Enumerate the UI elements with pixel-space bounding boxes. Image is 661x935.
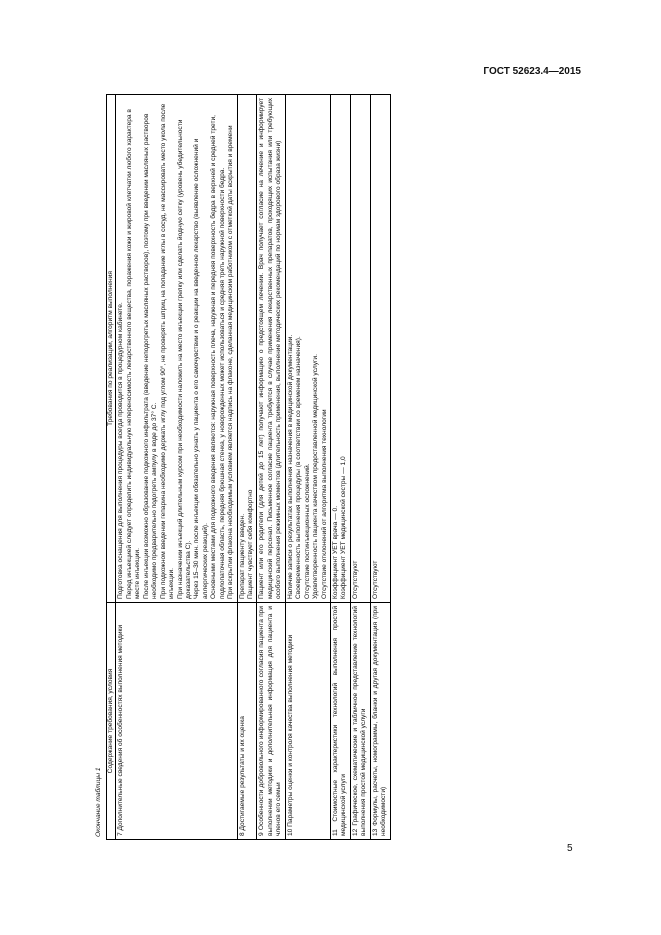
condition-cell: 10 Параметры оценки и контроля качества выполнения методики bbox=[285, 603, 330, 840]
table-row bbox=[285, 95, 330, 840]
requirement-line: Своевременность выполнения процедуры (в соответствии со временем назначения). bbox=[295, 336, 303, 599]
requirement-line: Подготовка оснащения для выполнения процедуры всегда проводится в процедурном кабинете. bbox=[117, 302, 125, 599]
requirements-cell bbox=[330, 95, 350, 603]
requirements-cell bbox=[350, 95, 370, 603]
table-row bbox=[330, 95, 350, 840]
condition-cell: 7 Дополнительные сведения об особенностях выполнения методики bbox=[116, 603, 237, 840]
table-row bbox=[350, 95, 370, 840]
requirements-table bbox=[106, 94, 391, 840]
condition-cell: 12 Графическое, схематические и табличное представление технологий выполнения простой медицинской услуги bbox=[350, 603, 370, 840]
document-code: ГОСТ 52623.4—2015 bbox=[483, 66, 581, 77]
requirement-line: Отсутствие постинъекционных осложнений. bbox=[303, 463, 311, 599]
requirement-line: Препарат пациенту введен. bbox=[238, 513, 246, 599]
requirement-line: Отсутствуют bbox=[351, 560, 359, 599]
requirement-line: Перед инъекцией следует определить индивидуальную непереносимость лекарственного вещества, поражения кожи и жировой клетчатки любого характера в месте инъекции. bbox=[125, 109, 142, 599]
requirement-line: Пациент чувствует себя комфортно bbox=[247, 489, 254, 599]
requirement-line: Через 15–30 мин. после инъекции обязательно узнать у пациента о его самочувствии и о реакции на введенное лекарство (выявление осложнений и аллергических реакций). bbox=[193, 138, 209, 599]
requirements-cell bbox=[285, 95, 330, 603]
table-row bbox=[257, 95, 285, 840]
table-row bbox=[370, 95, 390, 840]
condition-cell: 13 Формулы, расчеты, номограммы, бланки и другая документация (при необходимости) bbox=[370, 603, 390, 840]
requirement-line: Коэффициент УЕТ медицинской сестры — 1,0 bbox=[340, 456, 348, 599]
requirement-line: Коэффициент УЕТ врача — 0. bbox=[331, 505, 339, 599]
condition-cell: 11 Стоимостные характеристики технологий выполнения простой медицинской услуги bbox=[330, 603, 350, 840]
column-header-condition: Содержание требования, условия bbox=[107, 603, 116, 840]
requirement-line: Отсутствие отклонений от алгоритма выполнения технологии bbox=[320, 409, 328, 599]
requirement-line: Пациент или его родители (для детей до 15 лет) получают информацию о предстоящем лечении. Врач получает согласие на лечение и информирует медицинский персонал. Письменное согласие пациента требуется в случае применения лекарственных препаратов, проходящих испытания или требующих особого выполнения режимных моментов (длительность применения, выполнение методических рекомендаций по нормам здорового образа жизни) bbox=[258, 98, 283, 599]
table-header-row bbox=[107, 95, 116, 840]
requirement-line: Основными местами для подкожного введения являются: наружная поверхность плеча, наружная и передняя поверхность бедра в верхней и средней трети, подлопаточная область, передняя брюшная стенка, у новорожденных может использоваться и средняя треть наружной поверхности бедра. bbox=[210, 115, 226, 599]
requirement-line: Наличие записи о результатах выполнения назначения в медицинской документации. bbox=[286, 334, 294, 599]
condition-cell: 8 Достигаемые результаты и их оценка bbox=[237, 603, 257, 840]
requirements-cell bbox=[257, 95, 285, 603]
requirements-cell bbox=[116, 95, 237, 603]
requirements-cell bbox=[237, 95, 257, 603]
requirement-line: При подкожном введении гепарина необходимо держать иглу под углом 90°, не проверять шприц на попадание иглы в сосуд, не массировать место укола после инъекции. bbox=[159, 103, 176, 599]
requirements-cell bbox=[370, 95, 390, 603]
condition-cell: 9 Особенности добровольного информированного согласия пациента при выполнении методики и дополнительная информация для пациента и членов его семьи bbox=[257, 603, 285, 840]
requirement-line: При вскрытии флакона необходимым условием является надпись на флаконе, сделанная медицинским работником с отметкой даты вскрытия и времени bbox=[227, 125, 235, 599]
table-caption: Окончание таблицы 1 bbox=[95, 767, 102, 837]
requirement-line: Отсутствуют bbox=[371, 560, 379, 599]
table-row bbox=[116, 95, 237, 840]
requirement-line: После инъекции возможно образование подкожного инфильтрата (введение неподогретых масляных растворов), поэтому при введении масляных растворов необходимо предварительно подогреть ампулу в воде до 37° С. bbox=[142, 113, 159, 599]
column-header-requirements: Требования по реализации, алгоритм выполнения bbox=[107, 95, 116, 603]
requirement-line: При назначении инъекций длительным курсом при необходимости наложить на место инъекции грелку или сделать йодную сетку (уровень убедительности доказательства C). bbox=[176, 119, 192, 599]
rotated-table-wrapper bbox=[92, 94, 552, 840]
page-number: 5 bbox=[567, 843, 573, 854]
requirement-line: Удовлетворенность пациента качеством предоставленной медицинской услуги. bbox=[312, 354, 320, 599]
table-row bbox=[237, 95, 257, 840]
